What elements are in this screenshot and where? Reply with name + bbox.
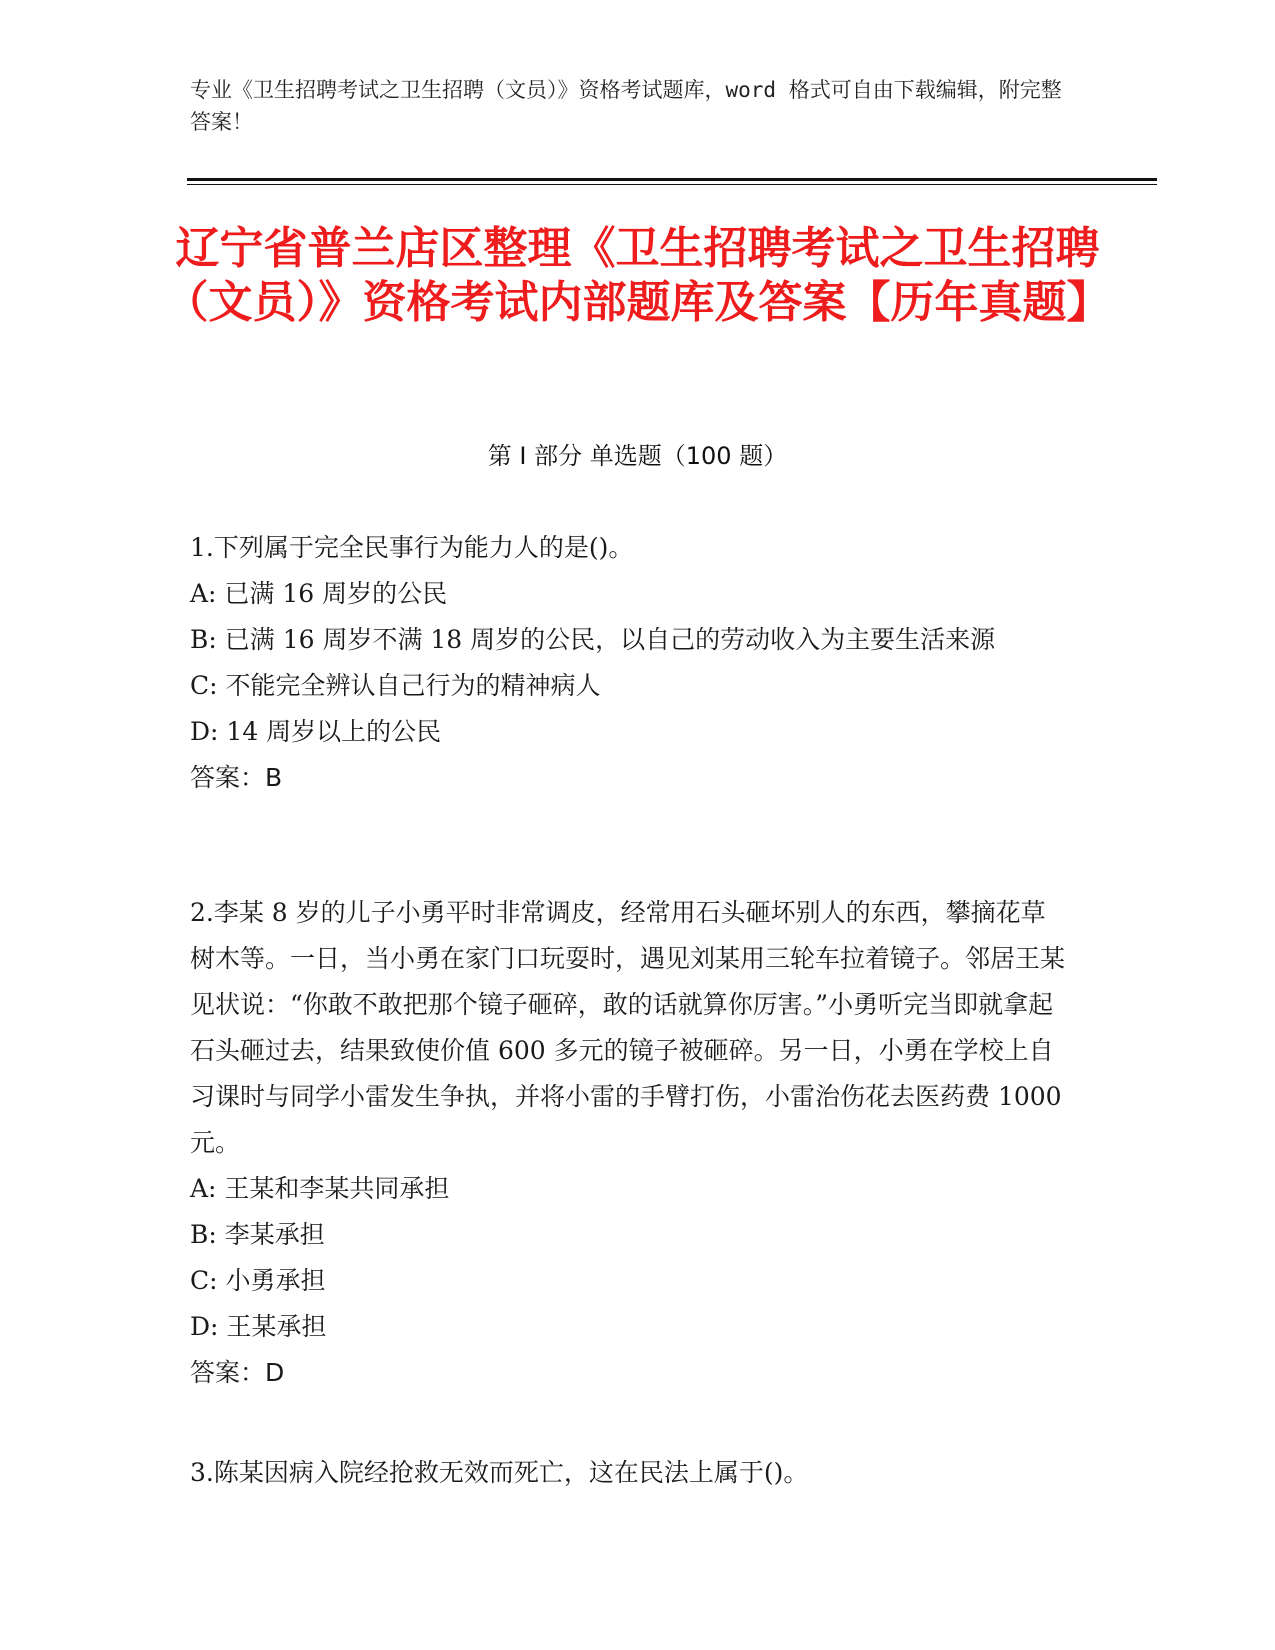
answer-line: 答案：D (190, 1358, 285, 1387)
document-title: 辽宁省普兰店区整理《卫生招聘考试之卫生招聘（文员）》资格考试内部题库及答案【历年真题】 (164, 223, 1111, 328)
answer-line: 答案：B (190, 763, 283, 792)
section-title: 第 I 部分 单选题（100 题） (487, 442, 788, 470)
header-divider-thin (187, 184, 1157, 185)
option-a: A: 王某和李某共同承担 (190, 1174, 450, 1203)
option-c: C: 小勇承担 (190, 1266, 326, 1295)
question-1 (190, 525, 1070, 801)
header-note: 专业《卫生招聘考试之卫生招聘（文员）》资格考试题库，word 格式可自由下载编辑，附完整答案！ (190, 78, 1062, 134)
question-stem: 3.陈某因病入院经抢救无效而死亡，这在民法上属于()。 (190, 1458, 809, 1487)
question-3 (190, 1450, 1070, 1496)
question-stem: 2.李某 8 岁的儿子小勇平时非常调皮，经常用石头砸坏别人的东西，攀摘花草树木等。一日，当小勇在家门口玩耍时，遇见刘某用三轮车拉着镜子。邻居王某见状说：“你敢不敢把那个镜子砸碎，敢的话就算你厉害。”小勇听完当即就拿起石头砸过去，结果致使价值 600 多元的镜子被砸碎。另一日，小勇在学校上自习课时与同学小雷发生争执，并将小雷的手臂打伤，小雷治伤花去医药费 1000 元。 (190, 898, 1066, 1157)
option-c: C: 不能完全辨认自己行为的精神病人 (190, 671, 601, 700)
option-d: D: 王某承担 (190, 1312, 327, 1341)
option-a: A: 已满 16 周岁的公民 (190, 579, 448, 608)
header-divider-thick (187, 178, 1157, 181)
option-d: D: 14 周岁以上的公民 (190, 717, 442, 746)
option-b: B: 已满 16 周岁不满 18 周岁的公民，以自己的劳动收入为主要生活来源 (190, 625, 996, 654)
question-2 (190, 890, 1070, 1396)
question-stem: 1.下列属于完全民事行为能力人的是()。 (190, 533, 634, 562)
option-b: B: 李某承担 (190, 1220, 325, 1249)
